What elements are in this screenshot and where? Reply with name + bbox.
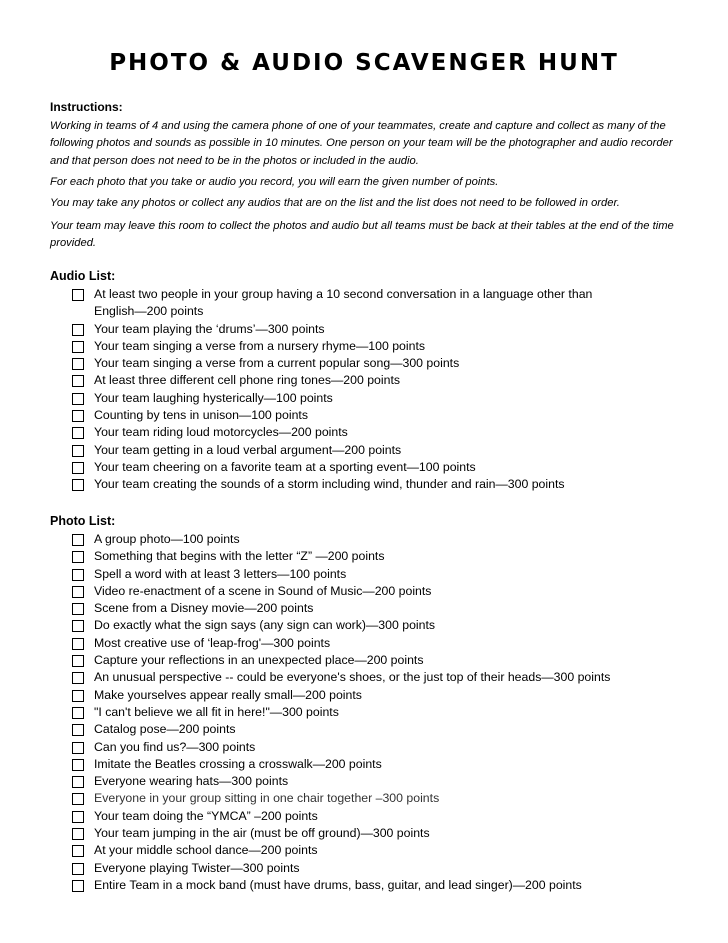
item-label: Your team laughing hysterically—100 points xyxy=(94,390,333,405)
item-label: At least two people in your group having a 10 second conversation in a language other than English—200 points xyxy=(94,287,593,319)
list-item xyxy=(72,372,692,389)
item-label: Your team riding loud motorcycles—200 points xyxy=(94,425,348,440)
list-item xyxy=(72,739,692,756)
list-item xyxy=(72,424,692,441)
list-item xyxy=(72,756,692,773)
item-label: Most creative use of ‘leap-frog'—300 points xyxy=(94,635,331,650)
checkbox[interactable] xyxy=(72,551,84,563)
checkbox[interactable] xyxy=(72,845,84,857)
checkbox[interactable] xyxy=(72,638,84,650)
item-label: Your team singing a verse from a nursery rhyme—100 points xyxy=(94,338,426,353)
item-label: Your team cheering on a favorite team at a sporting event—100 points xyxy=(94,459,476,474)
list-item xyxy=(72,842,692,859)
checkbox[interactable] xyxy=(72,410,84,422)
list-item xyxy=(72,808,692,825)
item-label: A group photo—100 points xyxy=(94,532,240,546)
item-label: Your team getting in a loud verbal argument—200 points xyxy=(94,442,402,457)
checkbox[interactable] xyxy=(72,724,84,736)
checkbox[interactable] xyxy=(72,358,84,370)
item-label: Video re-enactment of a scene in Sound of Music—200 points xyxy=(94,583,432,598)
item-label: Catalog pose—200 points xyxy=(94,722,236,737)
checkbox[interactable] xyxy=(72,569,84,581)
photo-list-heading: Photo List: xyxy=(50,514,116,528)
list-item xyxy=(72,548,692,565)
list-item xyxy=(72,600,692,617)
item-label: Make yourselves appear really small—200 points xyxy=(94,687,362,702)
checkbox[interactable] xyxy=(72,690,84,702)
list-item xyxy=(72,617,692,634)
list-item xyxy=(72,407,692,424)
item-label: Everyone wearing hats—300 points xyxy=(94,774,289,789)
checkbox[interactable] xyxy=(72,793,84,805)
checkbox[interactable] xyxy=(72,586,84,598)
checkbox[interactable] xyxy=(72,707,84,719)
list-item xyxy=(72,687,692,704)
item-label: An unusual perspective -- could be everyone's shoes, or the just top of their heads—300 points xyxy=(94,670,611,685)
audio-list-heading: Audio List: xyxy=(50,269,116,283)
page-title: PHOTO & AUDIO SCAVENGER HUNT xyxy=(109,50,619,76)
checkbox[interactable] xyxy=(72,811,84,823)
list-item xyxy=(72,790,692,807)
checkbox[interactable] xyxy=(72,672,84,684)
instructions-heading: Instructions: xyxy=(50,100,123,114)
list-item xyxy=(72,442,692,459)
list-item xyxy=(72,635,692,652)
item-label: Your team singing a verse from a current popular song—300 points xyxy=(94,356,460,371)
list-item xyxy=(72,583,692,600)
checkbox[interactable] xyxy=(72,289,84,301)
item-label: Counting by tens in unison—100 points xyxy=(94,408,308,423)
instructions-paragraph: For each photo that you take or audio you record, you will earn the given number of points. xyxy=(50,176,499,188)
checkbox[interactable] xyxy=(72,324,84,336)
checkbox[interactable] xyxy=(72,462,84,474)
checkbox[interactable] xyxy=(72,776,84,788)
list-item xyxy=(72,390,692,407)
item-label: Everyone in your group sitting in one chair together –300 points xyxy=(94,791,440,806)
item-label: Entire Team in a mock band (must have drums, bass, guitar, and lead singer)—200 points xyxy=(94,877,582,892)
checkbox[interactable] xyxy=(72,445,84,457)
item-label: Your team creating the sounds of a storm including wind, thunder and rain—300 points xyxy=(94,477,565,492)
checkbox[interactable] xyxy=(72,742,84,754)
list-item xyxy=(72,825,692,842)
item-label: Your team playing the ‘drums’—300 points xyxy=(94,321,325,336)
item-label: Scene from a Disney movie—200 points xyxy=(94,601,314,616)
checkbox[interactable] xyxy=(72,620,84,632)
checkbox[interactable] xyxy=(72,880,84,892)
instructions-paragraph: You may take any photos or collect any audios that are on the list and the list does not need to be followed in order. xyxy=(50,197,620,209)
item-label: At your middle school dance—200 points xyxy=(94,843,318,858)
photo-list xyxy=(72,531,692,894)
list-item xyxy=(72,286,634,321)
item-label: Your team jumping in the air (must be off ground)—300 points xyxy=(94,826,430,841)
list-item xyxy=(72,704,692,721)
list-item xyxy=(72,652,692,669)
item-label: Spell a word with at least 3 letters—100 points xyxy=(94,566,347,581)
list-item xyxy=(72,355,692,372)
item-label: Capture your reflections in an unexpected place—200 points xyxy=(94,653,424,668)
list-item xyxy=(72,459,692,476)
checkbox[interactable] xyxy=(72,479,84,491)
list-item xyxy=(72,476,692,493)
list-item xyxy=(72,669,692,686)
instructions-paragraph: Your team may leave this room to collect the photos and audio but all teams must be back at their tables at the end of the time provided. xyxy=(50,220,674,250)
list-item xyxy=(72,566,692,583)
checkbox[interactable] xyxy=(72,341,84,353)
item-label: Imitate the Beatles crossing a crosswalk—200 points xyxy=(94,756,382,771)
list-item xyxy=(72,531,692,548)
item-label: "I can't believe we all fit in here!"—300 points xyxy=(94,704,339,719)
checkbox[interactable] xyxy=(72,393,84,405)
list-item xyxy=(72,721,692,738)
item-label: Something that begins with the letter “Z” —200 points xyxy=(94,549,385,564)
item-label: At least three different cell phone ring tones—200 points xyxy=(94,373,401,388)
list-item xyxy=(72,321,692,338)
list-item xyxy=(72,877,692,894)
checkbox[interactable] xyxy=(72,759,84,771)
instructions-paragraph: Working in teams of 4 and using the camera phone of one of your teammates, create and capture and collect as many of the following photos and sounds as possible in 10 minutes. One person on your team will be the photographer and audio recorder and that person does not need to be in the photos or included in the audio. xyxy=(50,120,673,167)
item-label: Can you find us?—300 points xyxy=(94,739,256,754)
checkbox[interactable] xyxy=(72,427,84,439)
checkbox[interactable] xyxy=(72,655,84,667)
item-label: Do exactly what the sign says (any sign can work)—300 points xyxy=(94,618,436,633)
item-label: Your team doing the “YMCA” –200 points xyxy=(94,808,318,823)
list-item xyxy=(72,773,692,790)
list-item xyxy=(72,338,692,355)
item-label: Everyone playing Twister—300 points xyxy=(94,860,300,875)
audio-list xyxy=(72,286,692,494)
list-item xyxy=(72,860,692,877)
checkbox[interactable] xyxy=(72,534,84,546)
checkbox[interactable] xyxy=(72,828,84,840)
checkbox[interactable] xyxy=(72,863,84,875)
checkbox[interactable] xyxy=(72,375,84,387)
checkbox[interactable] xyxy=(72,603,84,615)
